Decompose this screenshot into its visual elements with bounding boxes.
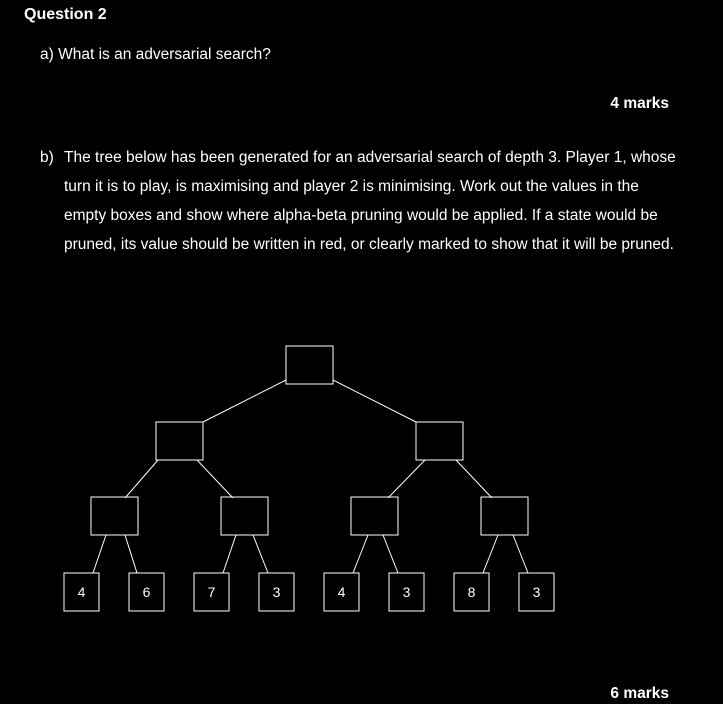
- level1-node-box-2: [416, 422, 463, 460]
- edge-l2a-leaf1: [93, 535, 106, 573]
- edge-l2d-leaf8: [513, 535, 528, 573]
- part-b-marks: 6 marks: [610, 685, 669, 702]
- edge-l2a-leaf2: [125, 535, 137, 573]
- edge-root-left: [203, 380, 286, 422]
- part-a-marks: 4 marks: [610, 95, 669, 112]
- root-node-box: [286, 346, 333, 384]
- leaf-value-5: 4: [337, 584, 346, 600]
- leaf-node-5: [324, 573, 359, 611]
- edge-l2c-leaf6: [383, 535, 398, 573]
- leaf-value-3: 7: [207, 584, 216, 600]
- edge-l2d-leaf7: [483, 535, 498, 573]
- edge-l2c-leaf5: [353, 535, 368, 573]
- part-a-label: a): [40, 46, 54, 63]
- edge-l2b-leaf3: [223, 535, 236, 573]
- tree-nodes: [91, 346, 528, 535]
- tree-leaves: [64, 573, 554, 611]
- leaf-value-2: 6: [142, 584, 151, 600]
- edge-root-right: [333, 380, 416, 422]
- edge-l1b-l2d: [456, 460, 492, 498]
- level2-node-box-1: [91, 497, 138, 535]
- tree-edges: [93, 380, 528, 573]
- leaf-value-8: 3: [532, 584, 541, 600]
- question-heading: Question 2: [24, 6, 107, 23]
- leaf-node-8: [519, 573, 554, 611]
- leaf-value-1: 4: [77, 584, 86, 600]
- leaf-node-2: [129, 573, 164, 611]
- level2-node-box-3: [351, 497, 398, 535]
- level1-node-box-1: [156, 422, 203, 460]
- edge-l2b-leaf4: [253, 535, 268, 573]
- part-b-text: The tree below has been generated for an adversarial search of depth 3. Player 1, whose turn it is to play, is maximising and player 2 is minimising. Work out the values in the empty boxes and show where alpha-beta pruning would be applied. If a state would be pruned, its value should be written in red, or clearly marked to show that it will be pruned.: [64, 149, 676, 253]
- level2-node-box-4: [481, 497, 528, 535]
- leaf-node-7: [454, 573, 489, 611]
- leaf-value-6: 3: [402, 584, 411, 600]
- leaf-value-7: 8: [467, 584, 476, 600]
- level2-node-box-2: [221, 497, 268, 535]
- leaf-node-1: [64, 573, 99, 611]
- leaf-value-4: 3: [272, 584, 281, 600]
- edge-l1a-l2b: [197, 460, 233, 498]
- part-a-text: What is an adversarial search?: [58, 46, 271, 63]
- leaf-node-4: [259, 573, 294, 611]
- part-b-label: b): [40, 149, 54, 166]
- leaf-node-6: [389, 573, 424, 611]
- edge-l1a-l2a: [125, 460, 158, 498]
- edge-l1b-l2c: [388, 460, 425, 498]
- leaf-node-3: [194, 573, 229, 611]
